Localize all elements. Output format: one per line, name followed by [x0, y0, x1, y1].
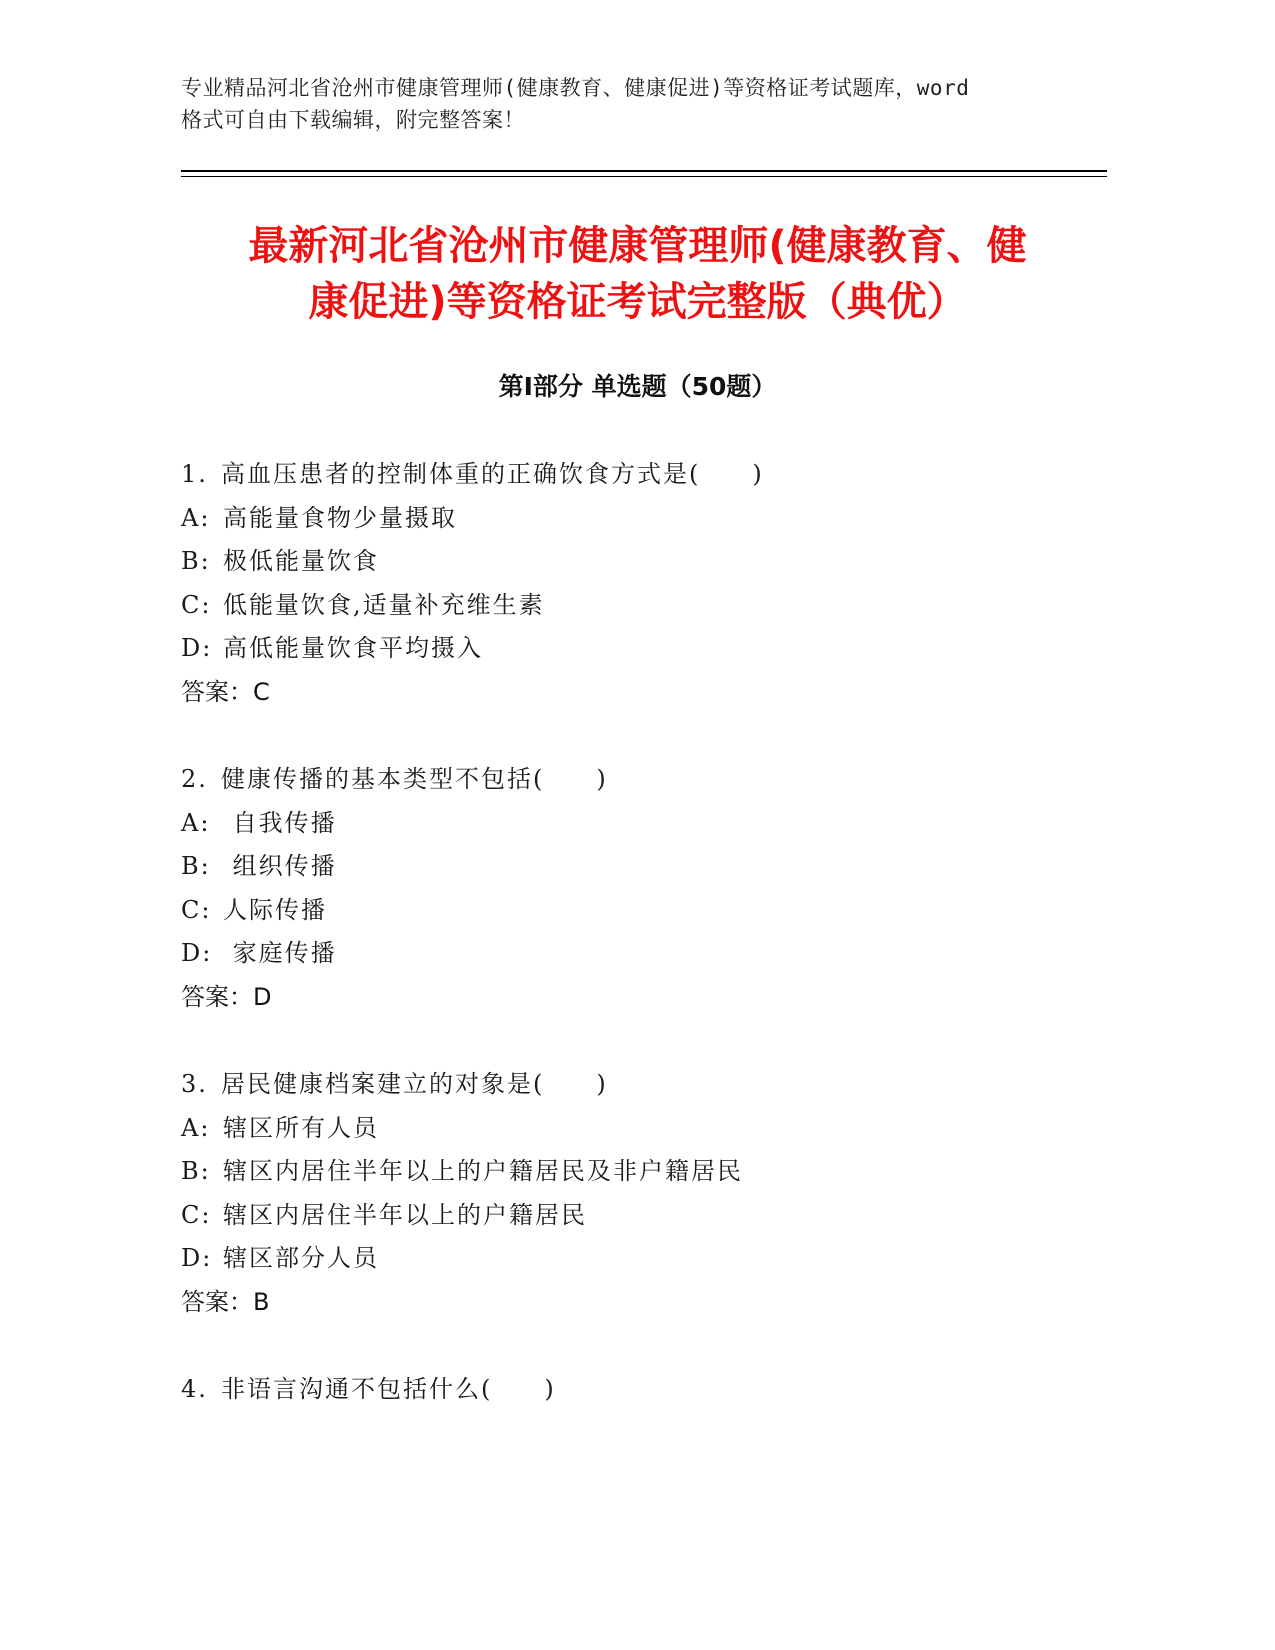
option-label: D: [181, 1244, 213, 1272]
option-d [181, 627, 1081, 671]
option-text: 低能量饮食,适量补充维生素 [223, 590, 545, 619]
question-number: 2. [181, 765, 208, 793]
option-label: C: [181, 590, 212, 619]
section-title: 第Ⅰ部分 单选题（50题） [498, 372, 777, 401]
question-number: 4. [181, 1375, 208, 1403]
option-a [181, 802, 1081, 846]
option-label: B: [181, 1157, 211, 1185]
option-label: A: [181, 808, 211, 837]
option-label: D: [181, 939, 213, 967]
document-title [150, 218, 1125, 330]
option-b [181, 845, 1081, 889]
option-label: A: [181, 1113, 211, 1142]
option-text: 自我传播 [223, 808, 337, 837]
option-label: C: [181, 895, 212, 924]
answer: 答案：B [181, 1287, 270, 1316]
option-label: B: [181, 547, 211, 575]
option-label: A: [181, 503, 211, 532]
question-stem [181, 453, 1081, 497]
question-number: 3. [181, 1070, 208, 1098]
option-c [181, 1194, 1081, 1238]
option-a [181, 1107, 1081, 1151]
option-label: C: [181, 1200, 212, 1229]
option-a [181, 497, 1081, 541]
header-divider-thick [181, 170, 1107, 172]
header-note-line-2: 格式可自由下载编辑，附完整答案！ [181, 108, 525, 132]
question-text: 非语言沟通不包括什么( ) [221, 1375, 556, 1403]
question-stem [181, 1063, 1081, 1107]
question-1 [181, 453, 1081, 714]
option-text: 辖区所有人员 [223, 1113, 379, 1142]
question-stem [181, 758, 1081, 802]
option-text: 高低能量饮食平均摄入 [223, 634, 483, 662]
option-label: B: [181, 852, 211, 880]
question-4 [181, 1368, 1081, 1412]
option-text: 高能量食物少量摄取 [223, 503, 457, 532]
question-text: 高血压患者的控制体重的正确饮食方式是( ) [221, 460, 764, 488]
option-b [181, 540, 1081, 584]
question-3 [181, 1063, 1081, 1324]
option-text: 辖区内居住半年以上的户籍居民及非户籍居民 [223, 1157, 743, 1185]
answer: 答案：D [181, 982, 272, 1011]
question-text: 居民健康档案建立的对象是( ) [221, 1070, 608, 1098]
question-stem [181, 1368, 1081, 1412]
option-text: 辖区内居住半年以上的户籍居民 [223, 1200, 587, 1229]
question-2 [181, 758, 1081, 1019]
option-text: 辖区部分人员 [223, 1244, 379, 1272]
document-title-line-2: 康促进)等资格证考试完整版（典优） [308, 279, 967, 325]
header-divider-thin [181, 176, 1107, 177]
option-text: 人际传播 [223, 895, 327, 924]
question-number: 1. [181, 460, 208, 488]
option-d [181, 1237, 1081, 1281]
document-title-line-1: 最新河北省沧州市健康管理师(健康教育、健 [248, 223, 1027, 269]
option-text: 极低能量饮食 [223, 547, 379, 575]
option-d [181, 932, 1081, 976]
header-note-line-1: 专业精品河北省沧州市健康管理师(健康教育、健康促进)等资格证考试题库，word [181, 76, 970, 100]
option-label: D: [181, 634, 213, 662]
option-c [181, 889, 1081, 933]
option-text: 组织传播 [223, 852, 337, 880]
option-b [181, 1150, 1081, 1194]
option-text: 家庭传播 [223, 939, 337, 967]
header-note [181, 72, 1081, 136]
option-c [181, 584, 1081, 628]
answer: 答案：C [181, 677, 270, 706]
question-text: 健康传播的基本类型不包括( ) [221, 765, 608, 793]
